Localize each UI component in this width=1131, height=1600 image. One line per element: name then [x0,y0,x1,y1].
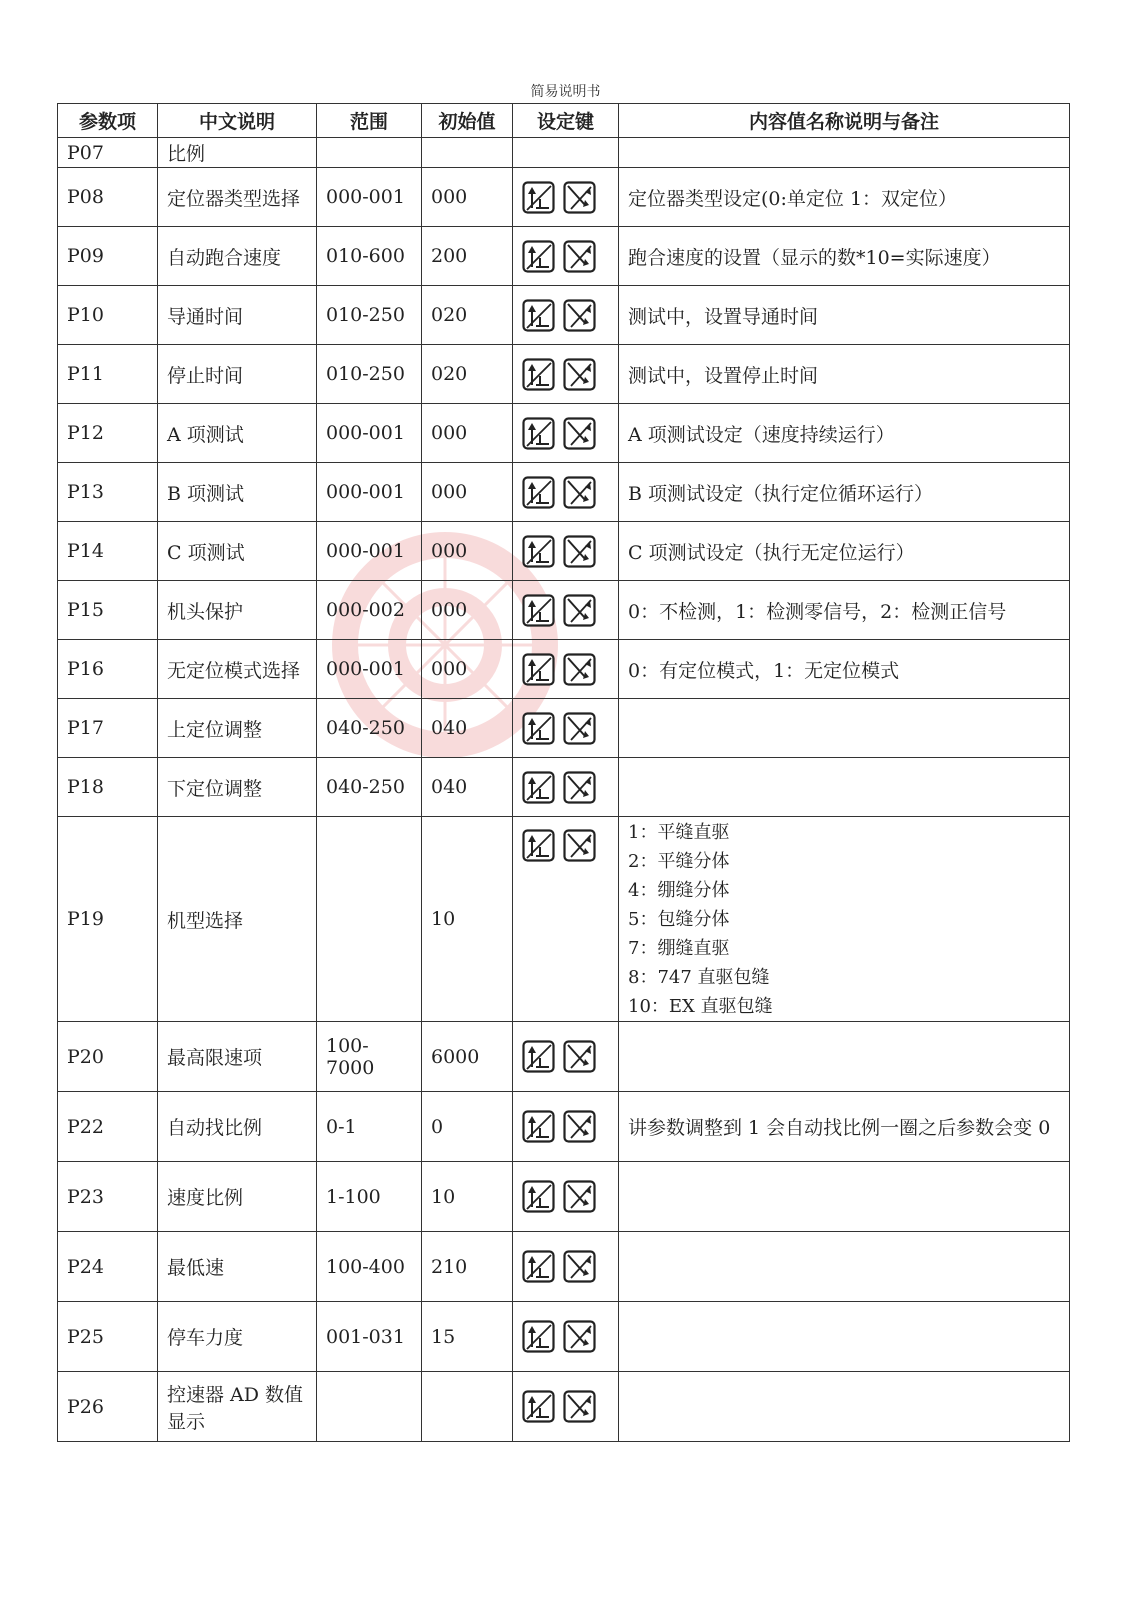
note-list-item: 4：绷缝分体 [628,879,730,901]
range-cell [317,1372,422,1442]
param-id-cell: P26 [58,1372,158,1442]
table-row [58,758,1070,817]
header-param: 参数项 [58,104,158,138]
set-keys-cell [513,758,619,817]
initial-value-cell: 000 [422,640,513,699]
description-cell: 无定位模式选择 [158,640,317,699]
notes-cell: 0：有定位模式，1：无定位模式 [619,640,1070,699]
param-id-cell: P11 [58,345,158,404]
down-arrow-key-icon [563,240,596,273]
notes-cell [619,758,1070,817]
up-arrow-key-icon [522,1040,555,1073]
param-id-cell: P17 [58,699,158,758]
up-arrow-key-icon [522,594,555,627]
down-arrow-key-icon [563,476,596,509]
down-arrow-key-icon [563,1110,596,1143]
initial-value-cell: 210 [422,1232,513,1302]
up-arrow-key-icon [522,240,555,273]
initial-value-cell: 15 [422,1302,513,1372]
table-row [58,138,1070,168]
initial-value-cell: 000 [422,168,513,227]
header-notes: 内容值名称说明与备注 [619,104,1070,138]
set-keys-cell [513,1232,619,1302]
description-cell: 机型选择 [158,817,317,1022]
down-arrow-key-icon [563,771,596,804]
range-cell: 0-1 [317,1092,422,1162]
note-list-item: 5：包缝分体 [628,908,730,930]
param-id-cell: P08 [58,168,158,227]
param-id-cell: P10 [58,286,158,345]
set-keys-cell [513,168,619,227]
table-row [58,404,1070,463]
down-arrow-key-icon [563,181,596,214]
notes-cell: 测试中，设置停止时间 [619,345,1070,404]
param-id-cell: P18 [58,758,158,817]
up-arrow-key-icon [522,1180,555,1213]
set-keys-cell [513,227,619,286]
down-arrow-key-icon [563,535,596,568]
header-set-keys: 设定键 [513,104,619,138]
down-arrow-key-icon [563,1040,596,1073]
notes-cell [619,699,1070,758]
up-arrow-key-icon [522,535,555,568]
down-arrow-key-icon [563,712,596,745]
down-arrow-key-icon [563,1390,596,1423]
param-id-cell: P20 [58,1022,158,1092]
down-arrow-key-icon [563,829,596,862]
description-cell: 下定位调整 [158,758,317,817]
up-arrow-key-icon [522,829,555,862]
initial-value-cell [422,138,513,168]
notes-cell [619,1022,1070,1092]
description-cell: 导通时间 [158,286,317,345]
range-cell: 010-600 [317,227,422,286]
description-cell: 控速器 AD 数值显示 [158,1372,317,1442]
description-cell: 停止时间 [158,345,317,404]
table-row [58,168,1070,227]
param-id-cell: P12 [58,404,158,463]
range-cell: 000-001 [317,168,422,227]
initial-value-cell: 000 [422,463,513,522]
notes-cell [619,1232,1070,1302]
range-cell: 001-031 [317,1302,422,1372]
down-arrow-key-icon [563,358,596,391]
initial-value-cell: 000 [422,522,513,581]
table-row [58,581,1070,640]
set-keys-cell [513,404,619,463]
note-list-item: 1：平缝直驱 [628,821,730,843]
down-arrow-key-icon [563,594,596,627]
up-arrow-key-icon [522,712,555,745]
range-cell [317,138,422,168]
header-initial-value: 初始值 [422,104,513,138]
notes-cell: B 项测试设定（执行定位循环运行） [619,463,1070,522]
table-row [58,699,1070,758]
range-cell: 000-001 [317,522,422,581]
table-row [58,1022,1070,1092]
range-cell: 010-250 [317,286,422,345]
up-arrow-key-icon [522,358,555,391]
notes-cell: A 项测试设定（速度持续运行） [619,404,1070,463]
set-keys-cell [513,1302,619,1372]
set-keys-cell [513,1022,619,1092]
header-description: 中文说明 [158,104,317,138]
parameter-table [57,103,1070,1442]
table-row [58,817,1070,1022]
range-cell [317,817,422,1022]
set-keys-cell [513,699,619,758]
table-row [58,522,1070,581]
note-list-item: 7：绷缝直驱 [628,937,730,959]
set-keys-cell [513,138,619,168]
up-arrow-key-icon [522,476,555,509]
range-cell: 000-001 [317,404,422,463]
notes-cell [619,1162,1070,1232]
description-cell: 定位器类型选择 [158,168,317,227]
up-arrow-key-icon [522,771,555,804]
initial-value-cell: 10 [422,1162,513,1232]
param-id-cell: P15 [58,581,158,640]
param-id-cell: P24 [58,1232,158,1302]
notes-cell: 讲参数调整到 1 会自动找比例一圈之后参数会变 0 [619,1092,1070,1162]
note-list-item: 2：平缝分体 [628,850,730,872]
param-id-cell: P07 [58,138,158,168]
up-arrow-key-icon [522,1110,555,1143]
param-id-cell: P19 [58,817,158,1022]
description-cell: 比例 [158,138,317,168]
description-cell: A 项测试 [158,404,317,463]
range-cell: 010-250 [317,345,422,404]
param-id-cell: P25 [58,1302,158,1372]
down-arrow-key-icon [563,299,596,332]
note-list-item: 8：747 直驱包缝 [628,966,770,988]
initial-value-cell: 040 [422,758,513,817]
param-id-cell: P14 [58,522,158,581]
range-cell: 040-250 [317,758,422,817]
initial-value-cell: 10 [422,817,513,1022]
table-row [58,286,1070,345]
description-cell: 自动找比例 [158,1092,317,1162]
table-row [58,1232,1070,1302]
notes-cell: C 项测试设定（执行无定位运行） [619,522,1070,581]
header-range: 范围 [317,104,422,138]
param-id-cell: P22 [58,1092,158,1162]
description-cell: 上定位调整 [158,699,317,758]
set-keys-cell [513,345,619,404]
param-id-cell: P13 [58,463,158,522]
param-id-cell: P09 [58,227,158,286]
description-cell: 停车力度 [158,1302,317,1372]
description-cell: 最低速 [158,1232,317,1302]
set-keys-cell [513,817,619,1022]
initial-value-cell: 020 [422,286,513,345]
table-row [58,1372,1070,1442]
range-cell: 100-7000 [317,1022,422,1092]
initial-value-cell: 020 [422,345,513,404]
up-arrow-key-icon [522,1250,555,1283]
set-keys-cell [513,1372,619,1442]
initial-value-cell: 0 [422,1092,513,1162]
down-arrow-key-icon [563,417,596,450]
initial-value-cell: 000 [422,581,513,640]
initial-value-cell: 000 [422,404,513,463]
initial-value-cell [422,1372,513,1442]
initial-value-cell: 040 [422,699,513,758]
initial-value-cell: 6000 [422,1022,513,1092]
set-keys-cell [513,463,619,522]
set-keys-cell [513,1092,619,1162]
notes-cell: 0：不检测，1：检测零信号，2：检测正信号 [619,581,1070,640]
set-keys-cell [513,286,619,345]
description-cell: C 项测试 [158,522,317,581]
up-arrow-key-icon [522,1390,555,1423]
range-cell: 100-400 [317,1232,422,1302]
notes-cell [619,817,1070,1022]
description-cell: 速度比例 [158,1162,317,1232]
notes-cell [619,138,1070,168]
table-row [58,227,1070,286]
notes-cell: 测试中，设置导通时间 [619,286,1070,345]
table-row [58,640,1070,699]
initial-value-cell: 200 [422,227,513,286]
range-cell: 040-250 [317,699,422,758]
param-id-cell: P16 [58,640,158,699]
set-keys-cell [513,522,619,581]
down-arrow-key-icon [563,1250,596,1283]
set-keys-cell [513,1162,619,1232]
down-arrow-key-icon [563,653,596,686]
up-arrow-key-icon [522,653,555,686]
range-cell: 000-001 [317,463,422,522]
description-cell: 最高限速项 [158,1022,317,1092]
description-cell: B 项测试 [158,463,317,522]
note-list-item: 10：EX 直驱包缝 [628,995,773,1017]
description-cell: 自动跑合速度 [158,227,317,286]
notes-cell [619,1372,1070,1442]
up-arrow-key-icon [522,1320,555,1353]
range-cell: 1-100 [317,1162,422,1232]
up-arrow-key-icon [522,181,555,214]
set-keys-cell [513,640,619,699]
up-arrow-key-icon [522,299,555,332]
description-cell: 机头保护 [158,581,317,640]
table-row [58,1092,1070,1162]
table-row [58,345,1070,404]
set-keys-cell [513,581,619,640]
table-row [58,1302,1070,1372]
range-cell: 000-001 [317,640,422,699]
table-row [58,1162,1070,1232]
notes-cell: 跑合速度的设置（显示的数*10=实际速度） [619,227,1070,286]
table-header-row [58,104,1070,138]
range-cell: 000-002 [317,581,422,640]
notes-cell: 定位器类型设定(0:单定位 1：双定位） [619,168,1070,227]
down-arrow-key-icon [563,1180,596,1213]
table-row [58,463,1070,522]
up-arrow-key-icon [522,417,555,450]
down-arrow-key-icon [563,1320,596,1353]
page-title: 简易说明书 [530,84,601,100]
param-id-cell: P23 [58,1162,158,1232]
notes-cell [619,1302,1070,1372]
